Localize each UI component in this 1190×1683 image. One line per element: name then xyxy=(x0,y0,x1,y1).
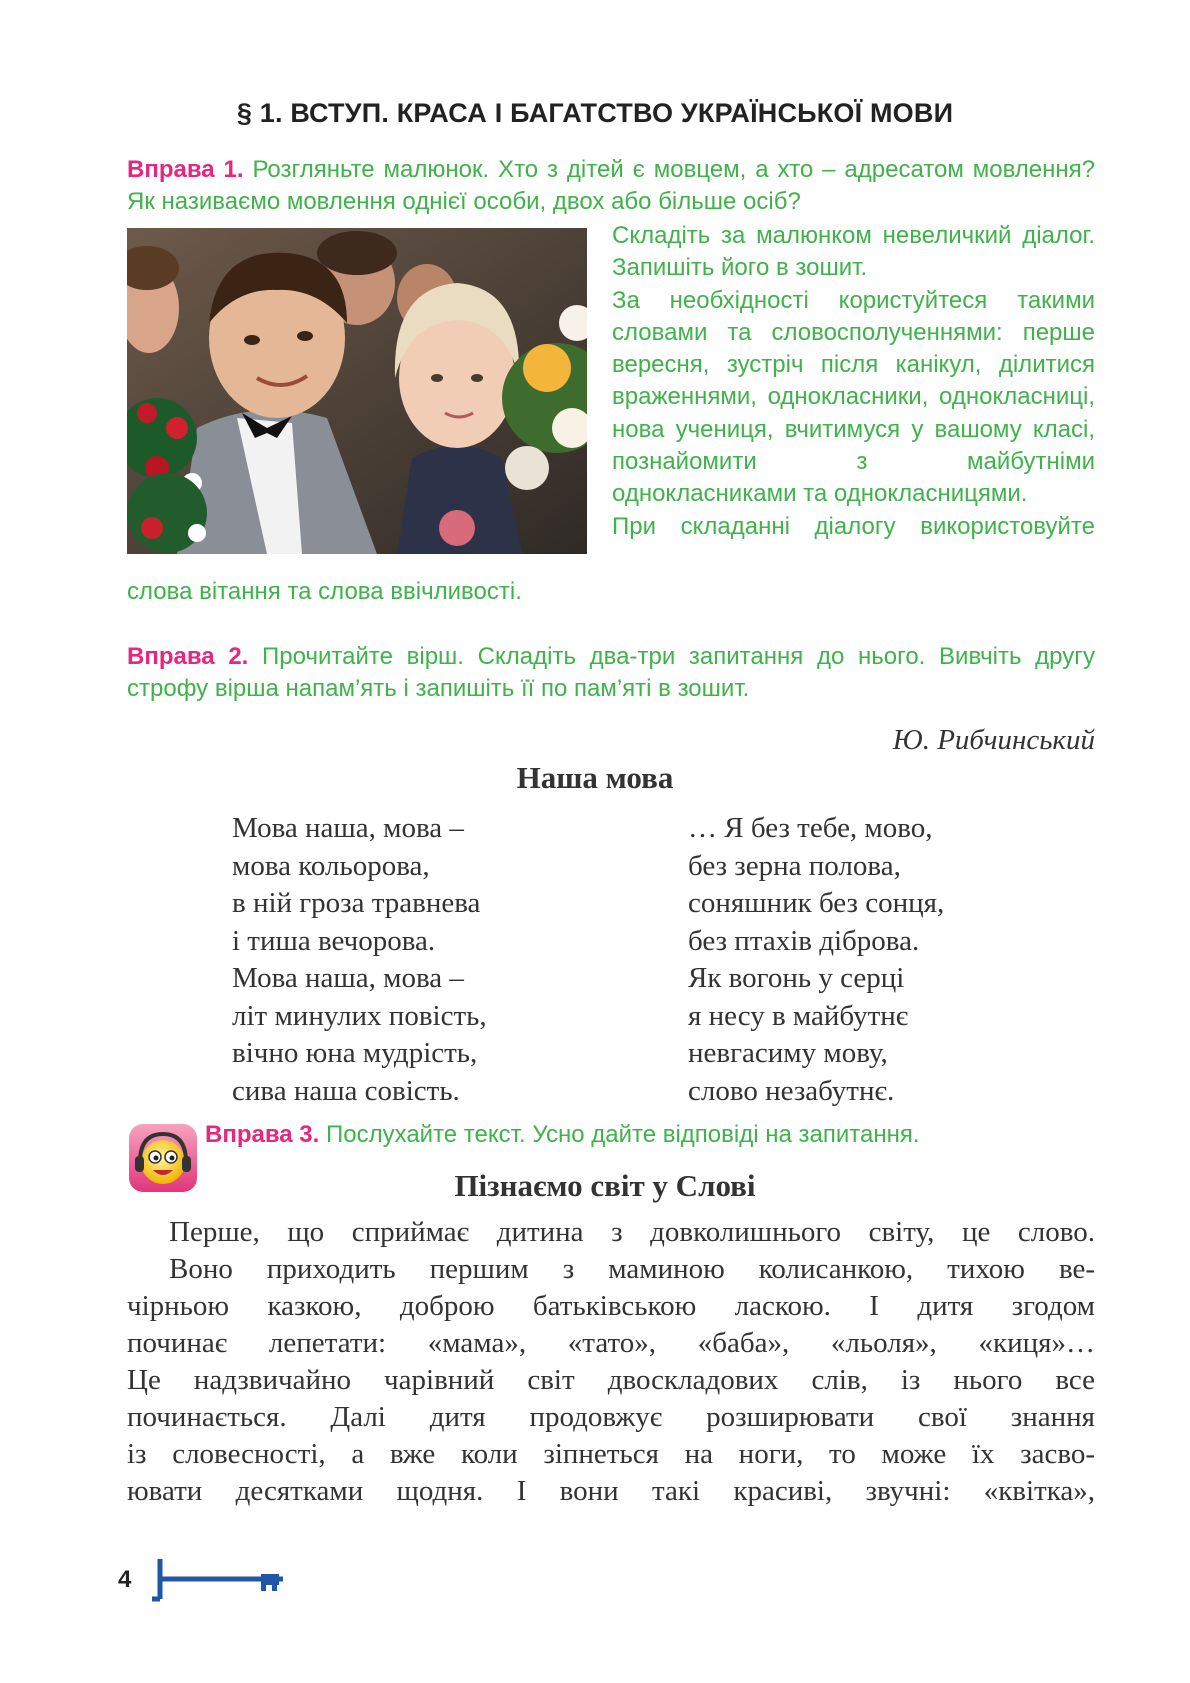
exercise-1-instructions xyxy=(612,220,1095,543)
poem-line: я несу в майбутнє xyxy=(688,999,909,1032)
exercise-2-text: Прочитайте вірш. Складіть два-три запитання до нього. Вивчіть другу строфу вірша напам’ять і запишіть її по пам’яті в зошит. xyxy=(127,643,1095,702)
story-line: чірньою казкою, доброю батьківською ласкою. І дитя згодом xyxy=(127,1290,1095,1322)
poem-line: соняшник без сонця, xyxy=(688,887,945,919)
exercise-2-label: Вправа 2. xyxy=(127,643,249,670)
exercise-1-intro xyxy=(127,154,1095,218)
poem-line: і тиша вечорова. xyxy=(232,924,436,957)
exercise-3 xyxy=(205,1121,920,1149)
poem-line: Як вогонь у серці xyxy=(688,962,905,994)
poem-line: вічно юна мудрість, xyxy=(232,1037,478,1069)
poem-stanza-2 xyxy=(688,810,944,1110)
story-line: із словесності, а вже коли зіпнеться на ноги, то може їх засво- xyxy=(127,1438,1095,1470)
exercise-1-text: Розгляньте малюнок. Хто з дітей є мовцем, а хто – адресатом мовлення? Як називаємо мовлення однієї особи, двох або більше осіб? xyxy=(127,156,1095,215)
children-photo xyxy=(127,228,587,554)
exercise-1-tail: слова вітання та слова ввічливості. xyxy=(127,578,522,605)
poem-line: мова кольорова, xyxy=(232,849,430,882)
exercise-1-instruction-1: Складіть за малюнком невеличкий діалог. Запишіть його в зошит. xyxy=(612,222,1095,282)
poem-line: слово незабутнє. xyxy=(688,1074,895,1107)
exercise-3-label: Вправа 3. xyxy=(205,1121,320,1148)
poem-line: невгасиму мову, xyxy=(688,1037,888,1069)
page-number: 4 xyxy=(118,1566,132,1593)
story-line: Це надзвичайно чарівний світ двоскладових слів, із нього все xyxy=(127,1364,1095,1396)
story-line: починається. Далі дитя продовжує розширювати свої знання xyxy=(127,1401,1095,1433)
poem-title: Наша мова xyxy=(516,760,674,795)
poem-line: Мова наша, мова – xyxy=(232,962,464,994)
poem-stanza-1 xyxy=(232,810,487,1110)
exercise-2 xyxy=(127,641,1095,705)
page-footer-ornament xyxy=(118,1555,288,1610)
poem-line: Мова наша, мова – xyxy=(232,812,464,844)
story-line: починає лепетати: «мама», «тато», «баба», «льоля», «киця»… xyxy=(127,1327,1095,1359)
story-line: Перше, що сприймає дитина з довколишнього світу, це слово. xyxy=(169,1216,1095,1248)
story-line: ювати десятками щодня. І вони такі красиві, звучні: «квітка», xyxy=(127,1475,1095,1507)
exercise-1-instruction-3: При складанні діалогу використовуйте xyxy=(612,512,1095,540)
exercise-1-label: Вправа 1. xyxy=(127,156,244,183)
story-text xyxy=(127,1214,1095,1510)
poem-line: сива наша совість. xyxy=(232,1074,460,1107)
section-heading: § 1. ВСТУП. КРАСА І БАГАТСТВО УКРАЇНСЬКОЇ МОВИ xyxy=(236,98,954,128)
story-title: Пізнаємо світ у Слові xyxy=(454,1168,756,1203)
poem-line: літ минулих повість, xyxy=(232,999,487,1032)
poem-line: в ній гроза травнева xyxy=(232,887,481,919)
story-line: Воно приходить першим з маминою колисанкою, тихою ве- xyxy=(169,1253,1095,1285)
poem-line: … Я без тебе, мово, xyxy=(688,812,933,844)
poem-author: Ю. Рибчинський xyxy=(892,724,1095,756)
exercise-1-instruction-2: За необхідності користуйтеся такими словами та словосполученнями: перше вересня, зустріч після канікул, ділитися враженнями, однокласники, однокласниці, нова учениця, вчитимуся у вашому класі, познайомити з майбутніми однокласниками та однокласницями. xyxy=(612,286,1095,508)
poem-line: без птахів діброва. xyxy=(688,924,920,957)
exercise-3-text: Послухайте текст. Усно дайте відповіді на запитання. xyxy=(325,1121,920,1148)
poem-line: без зерна полова, xyxy=(688,849,901,882)
